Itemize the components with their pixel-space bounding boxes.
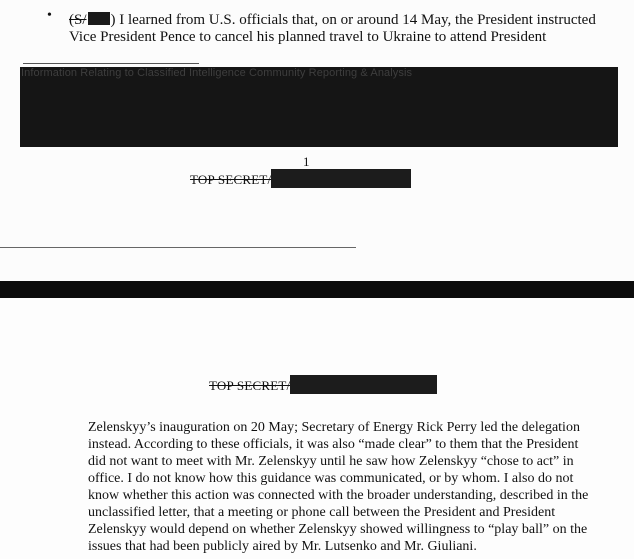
paragraph-line: office. I do not know how this guidance was communicated, or by whom. I also do not bbox=[88, 471, 574, 486]
page-bottom-rule bbox=[0, 247, 356, 248]
paragraph-line-2: Vice President Pence to cancel his planned travel to Ukraine to attend President bbox=[69, 29, 547, 45]
paragraph-line: unclassified letter, that a meeting or phone call between the President and President bbox=[88, 505, 556, 520]
paragraph-line: know whether this action was connected with the broader understanding, described in the bbox=[88, 488, 589, 503]
redaction-inline bbox=[88, 12, 110, 25]
paragraph-line: did not want to meet with Mr. Zelenskyy until he saw how Zelenskyy “chose to act” in bbox=[88, 454, 574, 469]
footnote-divider bbox=[23, 63, 199, 64]
paragraph-continued bbox=[88, 419, 608, 555]
paragraph-line-1: I learned from U.S. officials that, on or around 14 May, the President instructed bbox=[115, 12, 596, 28]
redaction-classification bbox=[271, 169, 411, 188]
redaction-block bbox=[20, 67, 618, 147]
classification-header bbox=[209, 375, 437, 394]
classification-text: TOP SECRET/ bbox=[190, 172, 272, 187]
redaction-classification bbox=[290, 375, 437, 394]
classification-text: TOP SECRET/ bbox=[209, 378, 291, 393]
paragraph-line: Zelenskyy would depend on whether Zelenskyy showed willingness to “play ball” on the bbox=[88, 522, 588, 537]
paragraph-opening bbox=[69, 12, 629, 46]
bullet-point: • bbox=[47, 8, 52, 23]
page-separator bbox=[0, 281, 634, 298]
paragraph-line: issues that had been publicly aired by Mr. Lutsenko and Mr. Giuliani. bbox=[88, 539, 477, 554]
portion-marking-close: ) bbox=[110, 12, 116, 28]
redaction-label: Information Relating to Classified Intelligence Community Reporting & Analysis bbox=[21, 67, 413, 79]
classification-footer bbox=[190, 169, 411, 188]
paragraph-line: Zelenskyy’s inauguration on 20 May; Secretary of Energy Rick Perry led the delegation bbox=[88, 420, 580, 435]
portion-marking-open: (S/ bbox=[69, 12, 87, 28]
page-number: 1 bbox=[303, 154, 310, 169]
paragraph-line: instead. According to these officials, it was also “made clear” to them that the President bbox=[88, 437, 579, 452]
